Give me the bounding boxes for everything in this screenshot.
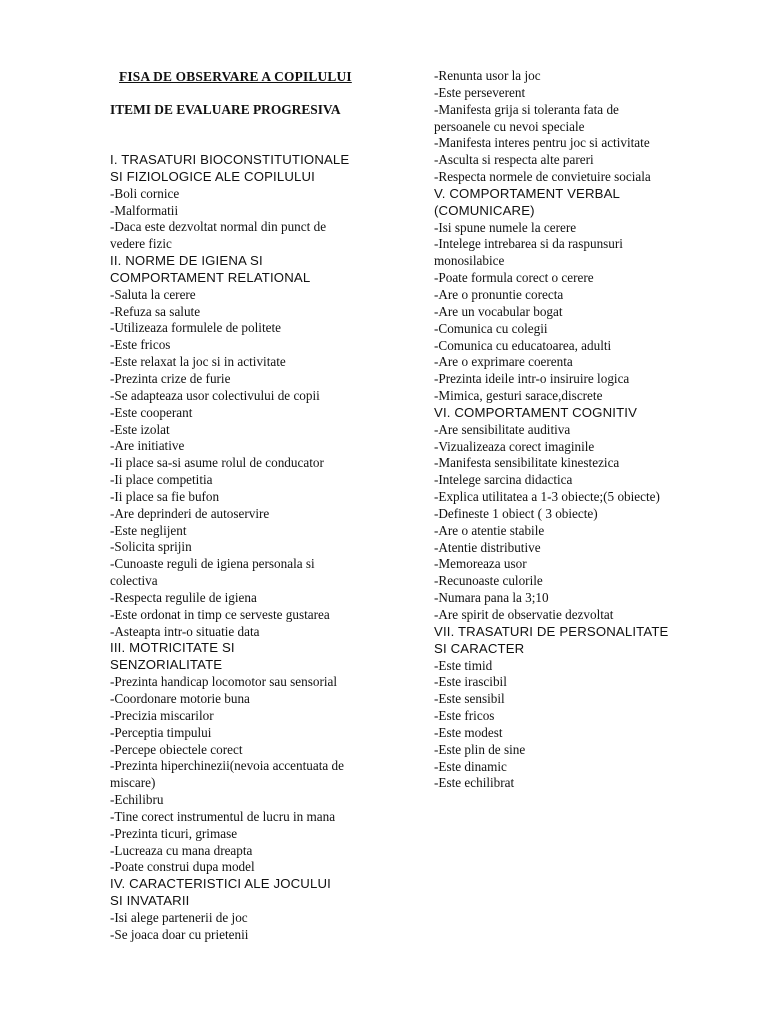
observation-item: -Prezinta ticuri, grimase	[110, 825, 238, 841]
observation-item: -Are un vocabular bogat	[434, 303, 563, 319]
observation-item: -Recunoaste culorile	[434, 573, 543, 589]
observation-item: -Este modest	[434, 724, 503, 740]
observation-item: -Isi spune numele la cerere	[434, 219, 577, 235]
observation-item: -Este cooperant	[110, 404, 193, 420]
document-title: FISA DE OBSERVARE A COPILULUI	[119, 69, 352, 84]
observation-item: -Are o exprimare coerenta	[434, 354, 573, 370]
observation-item: -Are o atentie stabile	[434, 522, 545, 538]
observation-item: -Are o pronuntie corecta	[434, 286, 564, 302]
observation-item: -Ii place sa fie bufon	[110, 488, 220, 504]
section-heading: III. MOTRICITATE SI	[110, 640, 235, 656]
observation-item: -Explica utilitatea a 1-3 obiecte;(5 obiecte)	[434, 489, 660, 505]
observation-item: -Intelege intrebarea si da raspunsuri	[434, 236, 623, 252]
observation-item: -Refuza sa salute	[110, 303, 201, 319]
observation-item: -Este relaxat la joc si in activitate	[110, 354, 286, 370]
document-subtitle: ITEMI DE EVALUARE PROGRESIVA	[110, 102, 341, 117]
observation-item: -Are sensibilitate auditiva	[434, 421, 571, 437]
observation-item: -Manifesta grija si toleranta fata de	[434, 101, 619, 117]
observation-item: -Malformatii	[110, 202, 179, 218]
observation-item: -Prezinta handicap locomotor sau sensorial	[110, 674, 338, 690]
observation-item: -Are deprinderi de autoservire	[110, 505, 270, 521]
observation-item: -Percepe obiectele corect	[110, 741, 243, 757]
observation-item: -Este fricos	[434, 708, 495, 724]
observation-item: -Mimica, gesturi sarace,discrete	[434, 388, 603, 404]
right-column	[434, 68, 734, 792]
section-heading: SI FIZIOLOGICE ALE COPILULUI	[110, 168, 315, 184]
observation-item: -Este dinamic	[434, 758, 507, 774]
observation-item: -Prezinta crize de furie	[110, 370, 231, 386]
observation-item: -Este ordonat in timp ce serveste gustarea	[110, 606, 330, 622]
observation-item: -Este plin de sine	[434, 741, 526, 757]
section-heading: I. TRASATURI BIOCONSTITUTIONALE	[110, 152, 350, 167]
observation-item: -Se joaca doar cu prietenii	[110, 926, 249, 942]
observation-item: -Comunica cu colegii	[434, 320, 548, 336]
observation-item: -Este izolat	[110, 421, 170, 437]
observation-item: -Este fricos	[110, 337, 171, 353]
observation-item: -Prezinta hiperchinezii(nevoia accentuata de	[110, 758, 344, 774]
section-heading: IV. CARACTERISTICI ALE JOCULUI	[110, 876, 331, 892]
observation-item: -Este neglijent	[110, 522, 187, 538]
observation-item: -Daca este dezvoltat normal din punct de	[110, 219, 327, 235]
observation-item: -Are spirit de observatie dezvoltat	[434, 607, 614, 622]
observation-item: -Ii place sa-si asume rolul de conducator	[110, 455, 324, 471]
observation-item: -Coordonare motorie buna	[110, 691, 250, 706]
observation-item: -Intelege sarcina didactica	[434, 472, 573, 488]
section-heading: COMPORTAMENT RELATIONAL	[110, 269, 311, 285]
observation-item: colectiva	[110, 573, 158, 589]
observation-item: -Poate construi dupa model	[110, 859, 255, 875]
observation-item: -Numara pana la 3;10	[434, 590, 549, 606]
observation-item: -Perceptia timpului	[110, 724, 212, 740]
observation-item: -Echilibru	[110, 792, 164, 808]
observation-item: miscare)	[110, 775, 156, 791]
observation-item: -Saluta la cerere	[110, 286, 196, 302]
observation-item: -Renunta usor la joc	[434, 68, 541, 83]
observation-item: -Prezinta ideile intr-o insiruire logica	[434, 371, 630, 387]
observation-item: -Solicita sprijin	[110, 539, 192, 555]
observation-item: -Asteapta intr-o situatie data	[110, 623, 260, 639]
observation-item: monosilabice	[434, 253, 505, 269]
observation-item: -Memoreaza usor	[434, 556, 527, 572]
section-heading: II. NORME DE IGIENA SI	[110, 253, 263, 269]
observation-item: -Isi alege partenerii de joc	[110, 909, 248, 925]
observation-item: -Manifesta interes pentru joc si activitate	[434, 135, 650, 151]
observation-item: -Respecta regulile de igiena	[110, 589, 257, 605]
observation-item: -Vizualizeaza corect imaginile	[434, 438, 595, 454]
observation-item: -Este irascibil	[434, 674, 507, 690]
observation-item: -Atentie distributive	[434, 539, 541, 555]
observation-item: -Precizia miscarilor	[110, 707, 214, 723]
observation-item: -Poate formula corect o cerere	[434, 270, 594, 286]
observation-item: -Tine corect instrumentul de lucru in mana	[110, 808, 336, 824]
observation-item: -Comunica cu educatoarea, adulti	[434, 337, 612, 353]
section-heading: SI INVATARII	[110, 893, 190, 909]
observation-item: -Lucreaza cu mana dreapta	[110, 842, 253, 858]
observation-item: -Boli cornice	[110, 185, 180, 201]
observation-item: -Ii place competitia	[110, 472, 213, 488]
observation-item: -Manifesta sensibilitate kinestezica	[434, 455, 620, 471]
section-heading: VII. TRASATURI DE PERSONALITATE	[434, 623, 669, 639]
observation-item: -Defineste 1 obiect ( 3 obiecte)	[434, 505, 598, 521]
section-heading: VI. COMPORTAMENT COGNITIV	[434, 404, 638, 420]
observation-item: -Asculta si respecta alte pareri	[434, 152, 594, 168]
section-heading: (COMUNICARE)	[434, 202, 535, 218]
left-column	[110, 152, 395, 944]
observation-item: -Se adapteaza usor colectivului de copii	[110, 387, 320, 403]
section-heading: SENZORIALITATE	[110, 657, 223, 673]
observation-item: -Utilizeaza formulele de politete	[110, 320, 281, 336]
section-heading: SI CARACTER	[434, 640, 525, 656]
observation-item: vedere fizic	[110, 236, 172, 252]
observation-item: -Este perseverent	[434, 84, 526, 100]
section-heading: V. COMPORTAMENT VERBAL	[434, 185, 621, 201]
observation-item: -Are initiative	[110, 438, 185, 454]
observation-item: -Este sensibil	[434, 691, 505, 707]
observation-item: persoanele cu nevoi speciale	[434, 118, 585, 134]
observation-item: -Respecta normele de convietuire sociala	[434, 169, 651, 185]
observation-item: -Cunoaste reguli de igiena personala si	[110, 556, 315, 572]
observation-item: -Este timid	[434, 657, 493, 673]
observation-item: -Este echilibrat	[434, 775, 515, 791]
